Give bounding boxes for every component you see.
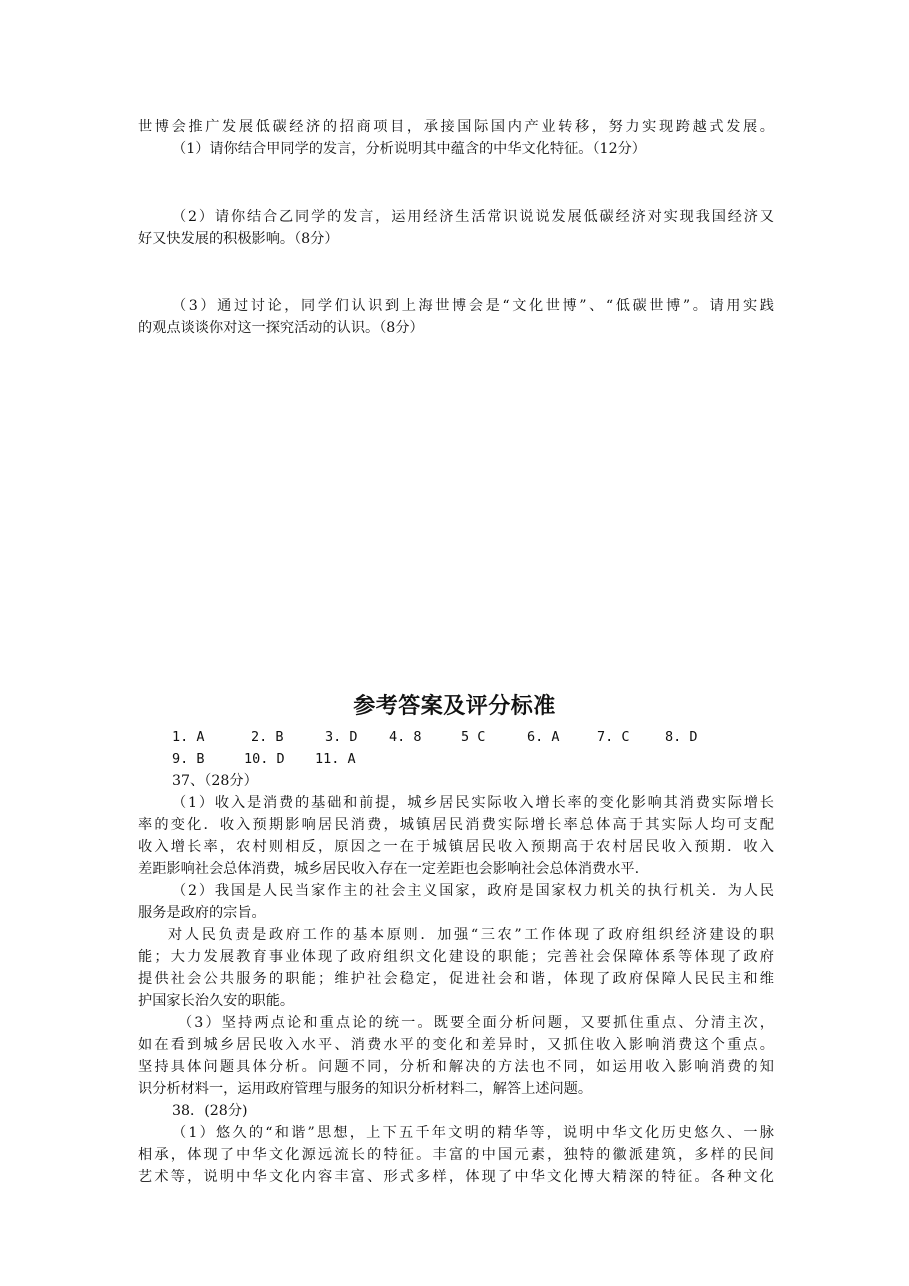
q37-heading: 37、（28分）: [172, 773, 258, 789]
q37-p2-line: 服务是政府的宗旨。: [138, 905, 266, 921]
question-2-line-1: （2）请你结合乙同学的发言，运用经济生活常识说说发展低碳经济对实现我国经济又: [172, 209, 774, 225]
q37-p4-line: 识分析材料一，运用政府管理与服务的知识分析材料二，解答上述问题。: [138, 1081, 593, 1097]
choice-answer: 2. B: [251, 729, 284, 745]
choice-answer: 8. D: [665, 729, 698, 745]
choice-answer: 11. A: [315, 751, 356, 767]
q38-p1-line: 艺术等，说明中华文化内容丰富、形式多样，体现了中华文化博大精深的特征。各种文化: [138, 1169, 774, 1185]
q38-heading: 38．(28分): [172, 1103, 248, 1119]
q38-p1-line: （1）悠久的“和谐”思想，上下五千年文明的精华等，说明中华文化历史悠久、一脉: [172, 1125, 774, 1141]
choice-answer: 5 C: [461, 729, 486, 745]
q37-p3-line: 护国家长治久安的职能。: [138, 993, 295, 1009]
q37-p3-line: 能；大力发展教育事业体现了政府组织文化建设的职能；完善社会保障体系等体现了政府: [138, 949, 774, 965]
choice-answers-row-1: [172, 726, 774, 748]
choice-answer: 6. A: [527, 729, 560, 745]
question-continuation: 世博会推广发展低碳经济的招商项目，承接国际国内产业转移，努力实现跨越式发展。: [138, 119, 774, 135]
choice-answer: 10. D: [244, 751, 285, 767]
q37-p4-line: （3）坚持两点论和重点论的统一。既要全面分析问题，又要抓住重点、分清主次，: [178, 1015, 774, 1031]
q37-p1-line: 差距影响社会总体消费，城乡居民收入存在一定差距也会影响社会总体消费水平.: [138, 861, 640, 877]
q38-p1-line: 相承，体现了中华文化源远流长的特征。丰富的中国元素，独特的徽派建筑，多样的民间: [138, 1147, 774, 1163]
q37-p1-line: 收入增长率，农村则相反，原因之一在于城镇居民收入预期高于农村居民收入预期．收入: [138, 839, 774, 855]
choice-answers-row-2: [172, 748, 774, 770]
question-2-line-2: 好又快发展的积极影响。（8分）: [138, 231, 339, 247]
question-1: （1）请你结合甲同学的发言，分析说明其中蕴含的中华文化特征。（12分）: [172, 141, 646, 157]
q37-p3-line: 提供社会公共服务的职能；维护社会稳定，促进社会和谐，体现了政府保障人民民主和维: [138, 971, 774, 987]
q37-p2-line: （2）我国是人民当家作主的社会主义国家，政府是国家权力机关的执行机关．为人民: [172, 883, 774, 899]
q37-p1-line: （1）收入是消费的基础和前提，城乡居民实际收入增长率的变化影响其消费实际增长: [172, 795, 774, 811]
answer-key-title: 参考答案及评分标准: [353, 694, 556, 719]
question-3-line-1: （3）通过讨论，同学们认识到上海世博会是“文化世博”、“低碳世博”。请用实践: [172, 298, 774, 314]
q37-p1-line: 率的变化．收入预期影响居民消费，城镇居民消费实际增长率总体高于其实际人均可支配: [138, 817, 774, 833]
choice-answer: 3. D: [325, 729, 358, 745]
choice-answer: 9. B: [172, 751, 205, 767]
choice-answer: 4. 8: [389, 729, 422, 745]
q37-p3-line: 对人民负责是政府工作的基本原则．加强“三农”工作体现了政府组织经济建设的职: [168, 927, 774, 943]
choice-answer: 7. C: [597, 729, 630, 745]
question-3-line-2: 的观点谈谈你对这一探究活动的认识。（8分）: [138, 320, 424, 336]
choice-answer: 1. A: [172, 729, 205, 745]
q37-p4-line: 坚持具体问题具体分析。问题不同，分析和解决的方法也不同，如运用收入影响消费的知: [138, 1059, 774, 1075]
q37-p4-line: 如在看到城乡居民收入水平、消费水平的变化和差异时，又抓住收入影响消费这个重点。: [138, 1037, 774, 1053]
